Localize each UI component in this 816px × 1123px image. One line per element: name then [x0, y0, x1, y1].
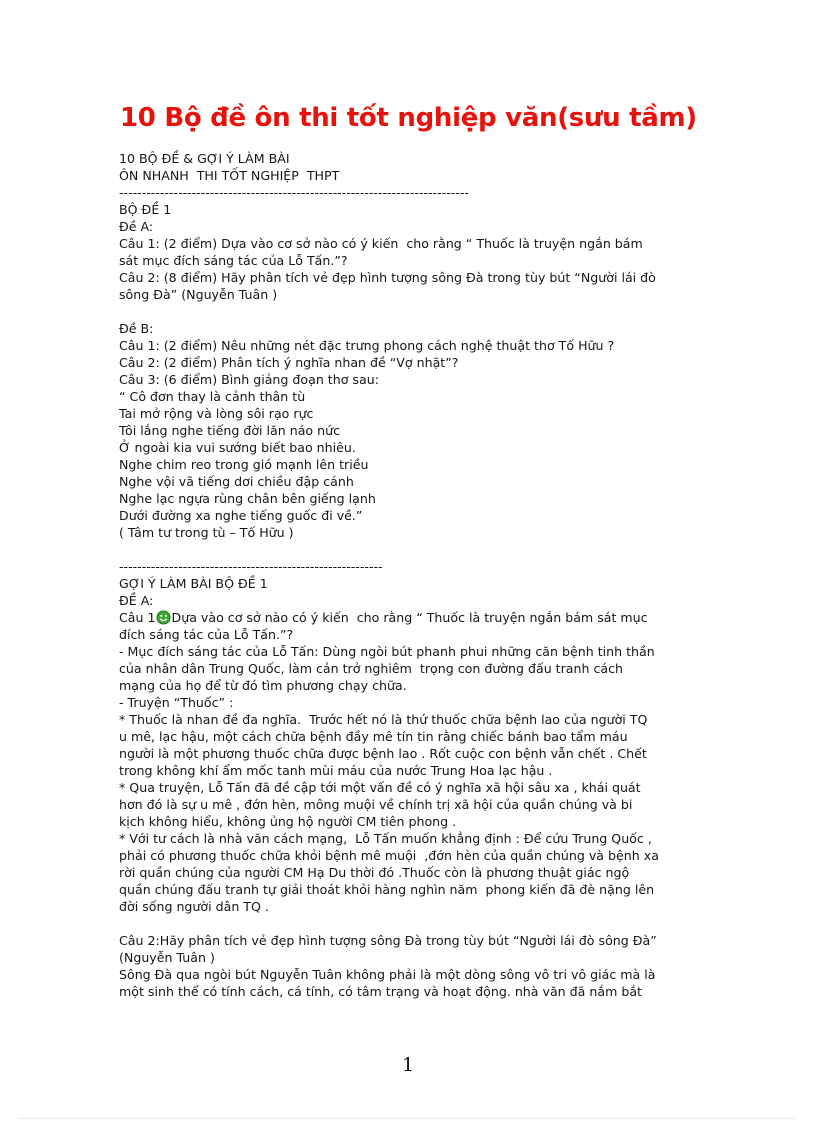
text-line: Đề A: [119, 219, 154, 234]
document-body [119, 150, 719, 1000]
cau1-prefix: Câu 1 [119, 610, 156, 625]
page-number: 1 [401, 1054, 415, 1076]
page-bottom-divider [20, 1118, 796, 1119]
text-line: Câu 2: (2 điểm) Phân tích ý nghĩa nhan đề “Vợ nhặt”? [119, 355, 459, 370]
text-line: Câu 3: (6 điểm) Bình giảng đoạn thơ sau: [119, 372, 379, 387]
answer-guidance-block [119, 626, 719, 1000]
text-line: sát mục đích sáng tác của Lỗ Tấn.”? [119, 253, 348, 268]
text-line: Câu 1: (2 điểm) Dựa vào cơ sở nào có ý kiến cho rằng “ Thuốc là truyện ngắn bám [119, 236, 643, 251]
text-line: mạng của họ để từ đó tìm phương chạy chữa. [119, 678, 407, 693]
text-line: Nghe lạc ngựa rùng chân bên giếng lạnh [119, 491, 376, 506]
text-line: trong không khí ẩm mốc tanh mùi máu của nước Trung Hoa lạc hậu . [119, 763, 553, 778]
text-line: 10 BỘ ĐỀ & GỢI Ý LÀM BÀI [119, 151, 290, 166]
text-line: sông Đà” (Nguyễn Tuân ) [119, 287, 278, 302]
text-line [119, 541, 719, 558]
answer-cau1-line [119, 609, 719, 626]
text-line: Nghe chim reo trong gió mạnh lên triều [119, 457, 369, 472]
text-line: quần chúng đấu tranh tự giải thoát khỏi hàng nghìn năm phong kiến đã đè nặng lên [119, 882, 655, 897]
page-title: 10 Bộ đề ôn thi tốt nghiệp văn(sưu tầm) [120, 103, 697, 133]
cau1-text: Dựa vào cơ sở nào có ý kiến cho rằng “ Thuốc là truyện ngắn bám sát mục [171, 610, 648, 625]
text-line: - Truyện “Thuốc” : [119, 695, 234, 710]
text-line: Tôi lắng nghe tiếng đời lăn náo nức [119, 423, 341, 438]
text-line: * Qua truyện, Lỗ Tấn đã đề cập tới một vấn đề có ý nghĩa xã hội sâu xa , khái quát [119, 780, 641, 795]
text-line: hơn đó là sự u mê , đớn hèn, mông muội về chính trị xã hội của quần chúng và bi [119, 797, 633, 812]
text-line: * Với tư cách là nhà văn cách mạng, Lỗ Tấn muốn khẳng định : Để cứu Trung Quốc , [119, 831, 652, 846]
text-line: (Nguyễn Tuân ) [119, 950, 215, 965]
text-line: của nhân dân Trung Quốc, làm cản trở nghiêm trọng con đường đấu tranh cách [119, 661, 624, 676]
text-line: Đề B: [119, 321, 154, 336]
text-line: GỢI Ý LÀM BÀI BỘ ĐỀ 1 [119, 576, 268, 591]
text-line: Câu 2:Hãy phân tích vẻ đẹp hình tượng sông Đà trong tùy bút “Người lái đò sông Đà” [119, 933, 657, 948]
text-line: ( Tâm tư trong tù – Tố Hữu ) [119, 525, 294, 540]
text-line: ---------------------------------------------------------- [119, 559, 383, 574]
text-line: ÔN NHANH THI TỐT NGHIỆP THPT [119, 168, 340, 183]
text-line: ĐỀ A: [119, 593, 154, 608]
exam-questions-block [119, 150, 719, 609]
text-line: đời sống người dân TQ . [119, 899, 269, 914]
text-line: rời quần chúng của người CM Hạ Du thời đó .Thuốc còn là phương thuật giác ngộ [119, 865, 630, 880]
text-line: kịch không hiểu, không ủng hộ người CM tiên phong . [119, 814, 457, 829]
text-line: người là một phương thuốc chữa được bệnh lao . Rốt cuộc con bệnh vẫn chết . Chết [119, 746, 647, 761]
text-line: Câu 1: (2 điểm) Nêu những nét đặc trưng phong cách nghệ thuật thơ Tố Hữu ? [119, 338, 615, 353]
text-line: ----------------------------------------------------------------------------- [119, 185, 469, 200]
text-line: u mê, lạc hậu, một cách chữa bệnh đầy mê tín tin rằng chiếc bánh bao tẩm máu [119, 729, 628, 744]
smiley-icon [156, 610, 171, 625]
text-line: đích sáng tác của Lỗ Tấn.”? [119, 627, 294, 642]
text-line: phải có phương thuốc chữa khỏi bệnh mê muội ,đớn hèn của quần chúng và bệnh xa [119, 848, 659, 863]
text-line: Ở ngoài kia vui sướng biết bao nhiêu. [119, 440, 356, 455]
text-line: BỘ ĐỀ 1 [119, 202, 172, 217]
text-line: Câu 2: (8 điểm) Hãy phân tích vẻ đẹp hình tượng sông Đà trong tùy bút “Người lái đò [119, 270, 656, 285]
text-line: Sông Đà qua ngòi bút Nguyễn Tuân không phải là một dòng sông vô tri vô giác mà là [119, 967, 656, 982]
text-line: - Mục đích sáng tác của Lỗ Tấn: Dùng ngòi bút phanh phui những căn bệnh tinh thần [119, 644, 655, 659]
text-line: Dưới đường xa nghe tiếng guốc đi về.” [119, 508, 363, 523]
text-line: một sinh thể có tính cách, cá tính, có tâm trạng và hoạt động. nhà văn đã nắm bắt [119, 984, 642, 999]
text-line: “ Cô đơn thay là cảnh thân tù [119, 389, 306, 404]
text-line: Nghe vội vã tiếng dơi chiều đập cánh [119, 474, 354, 489]
text-line: Tai mở rộng và lòng sôi rạo rực [119, 406, 314, 421]
text-line: * Thuốc là nhan đề đa nghĩa. Trước hết nó là thứ thuốc chữa bệnh lao của người TQ [119, 712, 648, 727]
text-line [119, 303, 719, 320]
text-line [119, 915, 719, 932]
